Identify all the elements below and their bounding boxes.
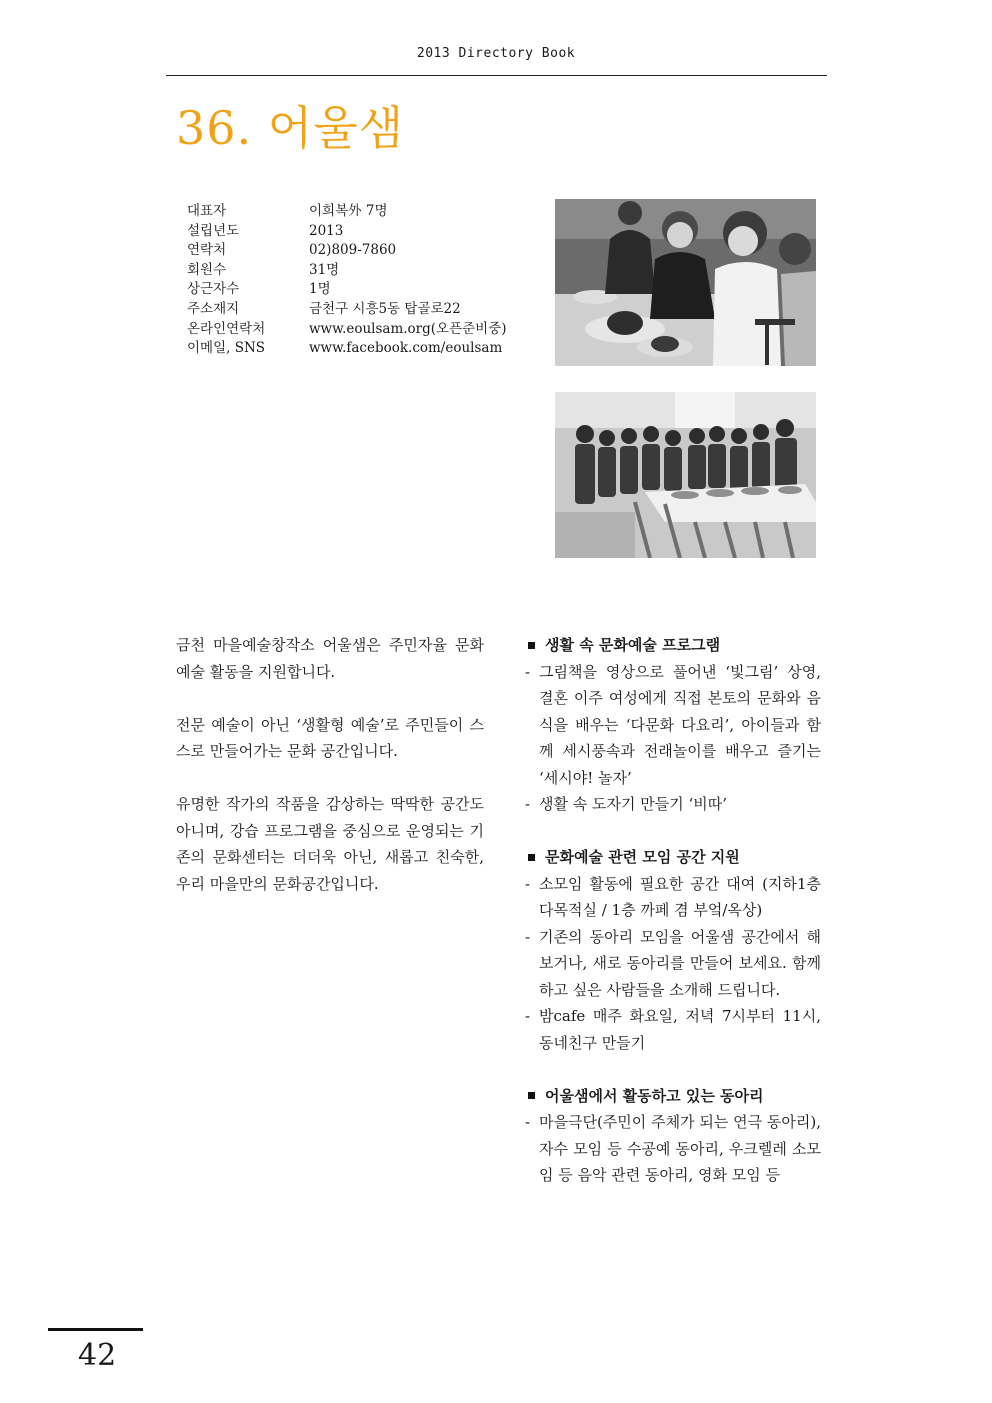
info-value: 31명: [309, 261, 340, 278]
info-label: 연락처: [187, 242, 227, 259]
section-heading: 문화예술 관련 모임 공간 지원: [525, 844, 821, 871]
dash-bullet: -: [525, 927, 531, 946]
info-row: [187, 339, 507, 359]
list-item: [525, 1003, 821, 1056]
pottery-class-photo: [555, 199, 816, 366]
program-section: [525, 1083, 821, 1189]
list-item-text: 생활 속 도자기 만들기 ‘비따’: [539, 795, 727, 813]
info-row: [187, 202, 507, 222]
info-label: 온라인연락처: [187, 320, 266, 337]
list-item: [525, 871, 821, 924]
list-item: [525, 659, 821, 792]
square-bullet-icon: [528, 642, 535, 649]
info-row: [187, 320, 507, 340]
list-item: [525, 791, 821, 818]
square-bullet-icon: [528, 1092, 535, 1099]
page-number: 42: [78, 1338, 117, 1373]
info-row: [187, 261, 507, 281]
programs-list: [525, 632, 821, 1215]
info-label: 설립년도: [187, 222, 240, 239]
info-value: 1명: [309, 281, 331, 298]
list-item-text: 마을극단(주민이 주체가 되는 연극 동아리), 자수 모임 등 수공예 동아리, 우크렐레 소모임 등 음악 관련 동아리, 영화 모임 등: [539, 1113, 821, 1184]
info-label: 주소재지: [187, 300, 240, 317]
program-section: [525, 844, 821, 1056]
header-divider: [166, 75, 827, 76]
footer-divider: [48, 1328, 143, 1331]
intro-paragraph: 전문 예술이 아닌 ‘생활형 예술’로 주민들이 스스로 만들어가는 문화 공간입니다.: [176, 715, 484, 760]
info-row: [187, 280, 507, 300]
list-item-text: 기존의 동아리 모임을 어울샘 공간에서 해보거나, 새로 동아리를 만들어 보세요. 함께 하고 싶은 사람들을 소개해 드립니다.: [539, 927, 821, 999]
info-label: 회원수: [187, 261, 227, 278]
list-item: [525, 1109, 821, 1189]
info-label: 상근자수: [187, 281, 240, 298]
dash-bullet: -: [525, 662, 531, 681]
info-value: 02)809-7860: [309, 242, 397, 259]
organization-info-table: [187, 202, 507, 359]
page-title: 36. 어울샘: [176, 101, 405, 155]
list-item-text: 소모임 활동에 필요한 공간 대여 (지하1층 다목적실 / 1층 까페 겸 부엌/옥상): [539, 874, 821, 919]
info-row: [187, 300, 507, 320]
info-value: www.eoulsam.org(오픈준비중): [309, 320, 507, 337]
list-item-text: 그림책을 영상으로 풀어낸 ‘빛그림’ 상영, 결혼 이주 여성에게 직접 본토의 문화와 음식을 배우는 ‘다문화 다요리’, 아이들과 함께 세시풍속과 전래놀이를 배우고 즐기는 ‘세시야! 놀자’: [539, 662, 821, 787]
info-value: 2013: [309, 222, 344, 239]
dash-bullet: -: [525, 1113, 531, 1131]
dash-bullet: -: [525, 874, 531, 893]
info-label: 대표자: [187, 203, 227, 219]
dash-bullet: -: [525, 795, 531, 813]
running-header: 2013 Directory Book: [416, 46, 576, 61]
info-value: www.facebook.com/eoulsam: [309, 340, 503, 357]
info-label: 이메일, SNS: [187, 340, 266, 357]
square-bullet-icon: [528, 854, 535, 861]
intro-text: [176, 632, 484, 924]
info-value: 이희복外 7명: [309, 203, 388, 219]
members-group-photo: [555, 392, 816, 558]
intro-paragraph: 유명한 작가의 작품을 감상하는 딱딱한 공간도 아니며, 강습 프로그램을 중심으로 운영되는 기존의 문화센터는 더더욱 아닌, 새롭고 친숙한, 우리 마을만의 문화공간입니다.: [176, 795, 484, 893]
list-item-text: 밤cafe 매주 화요일, 저녁 7시부터 11시, 동네친구 만들기: [539, 1007, 821, 1052]
program-section: [525, 632, 821, 818]
section-heading: 생활 속 문화예술 프로그램: [525, 632, 821, 659]
info-value: 금천구 시흥5동 탑골로22: [309, 300, 461, 317]
list-item: [525, 924, 821, 1004]
info-row: [187, 222, 507, 242]
intro-paragraph: 금천 마을예술창작소 어울샘은 주민자율 문화예술 활동을 지원합니다.: [176, 636, 484, 681]
dash-bullet: -: [525, 1007, 531, 1025]
info-row: [187, 241, 507, 261]
section-heading: 어울샘에서 활동하고 있는 동아리: [525, 1083, 821, 1110]
